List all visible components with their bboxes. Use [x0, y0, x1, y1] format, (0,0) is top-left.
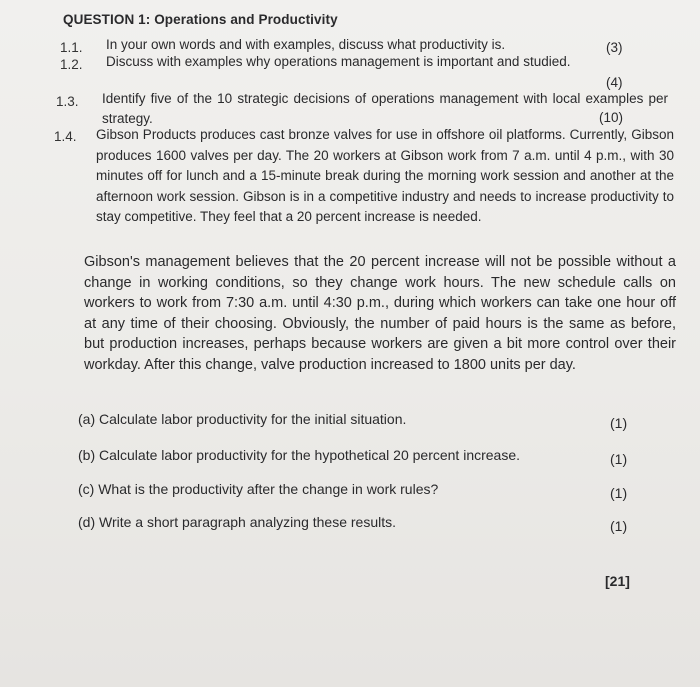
item-number-1-2: 1.2. [60, 57, 83, 72]
item-marks-1-1: (3) [606, 40, 623, 55]
item-number-1-3: 1.3. [56, 94, 79, 109]
subquestion-c: (c) What is the productivity after the change in work rules? [78, 481, 439, 497]
question-title: QUESTION 1: Operations and Productivity [63, 12, 338, 27]
item-text-1-4: Gibson Products produces cast bronze valves for use in offshore oil platforms. Currently, Gibson produces 1600 valves per day. The 20 workers at Gibson work from 7 a.m. until 4 p.m., with 30 minutes off for lunch and a 15-minute break during the morning work session and another at the afternoon work session. Gibson is in a competitive industry and needs to increase productivity to stay competitive. They feel that a 20 percent increase is needed. [96, 127, 674, 224]
scenario-paragraph: Gibson's management believes that the 20 percent increase will not be possible without a change in working conditions, so they change work hours. The new schedule calls on workers to work from 7:30 a.m. until 4:30 p.m., during which workers can take one hour off at any time of their choosing. Obviously, the number of paid hours is the same as before, but production increases, perhaps because workers are given a bit more control over their workday. After this change, valve production increased to 1800 units per day. [84, 254, 676, 373]
item-number-1-4: 1.4. [54, 129, 77, 144]
subquestion-a: (a) Calculate labor productivity for the initial situation. [78, 411, 407, 427]
item-text-1-2: Discuss with examples why operations management is important and studied. [106, 54, 571, 69]
subquestion-b: (b) Calculate labor productivity for the hypothetical 20 percent increase. [78, 447, 521, 463]
subquestion-d: (d) Write a short paragraph analyzing these results. [78, 514, 397, 530]
item-text-1-1: In your own words and with examples, discuss what productivity is. [106, 37, 506, 52]
item-marks-1-3: (10) [599, 110, 624, 125]
subquestion-a-marks: (1) [610, 415, 628, 431]
subquestion-d-marks: (1) [610, 518, 628, 534]
item-marks-1-2: (4) [606, 75, 623, 90]
subquestion-b-marks: (1) [610, 451, 628, 467]
total-marks: [21] [605, 573, 630, 589]
subquestion-c-marks: (1) [610, 485, 628, 501]
item-text-1-3: Identify five of the 10 strategic decisions of operations management with local examples per strategy. [102, 91, 668, 126]
item-number-1-1: 1.1. [60, 40, 83, 55]
